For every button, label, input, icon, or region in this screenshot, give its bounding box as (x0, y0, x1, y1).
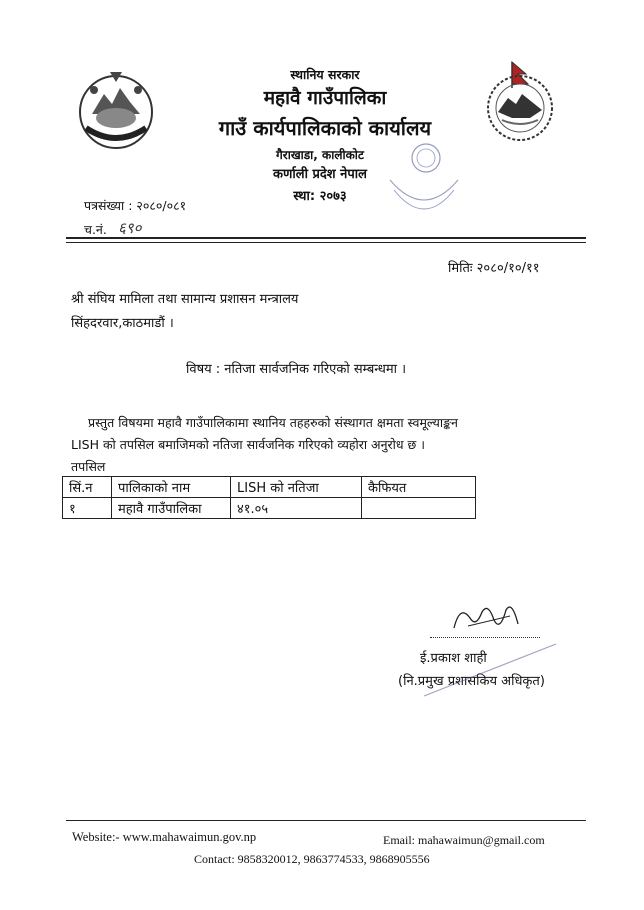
header-govt: स्थानिय सरकार (290, 67, 360, 82)
nepal-emblem-logo (72, 68, 160, 152)
signatory-name: ई.प्रकाश शाही (420, 651, 487, 666)
signature-dotted-line (430, 637, 540, 638)
body-line-1: प्रस्तुत विषयमा महावै गाउँपालिकामा स्थानिय तहहरुको संस्थागत क्षमता स्वमूल्याङ्कन (88, 415, 458, 430)
header-office: गाउँ कार्यपालिकाको कार्यालय (218, 116, 432, 140)
recipient-line-2: सिंहदरवार,काठमाडौं । (71, 316, 174, 331)
table-header-cell: LISH को नतिजा (231, 477, 362, 498)
office-stamp (384, 140, 464, 232)
table-cell: ४१.०५ (231, 498, 362, 519)
table-header-cell: पालिकाको नाम (112, 477, 231, 498)
table-header-row (63, 477, 476, 498)
subject: विषय : नतिजा सार्वजनिक गरिएको सम्बन्धमा । (186, 362, 407, 377)
header-province: कर्णाली प्रदेश नेपाल (273, 167, 367, 182)
letter-number: पत्रसंख्या : २०८०/०८१ (84, 198, 187, 213)
table-header-cell: कैफियत (362, 477, 476, 498)
handwritten-signature (448, 598, 528, 638)
header-divider-thin (66, 242, 586, 243)
body-line-2: LISH को तपसिल बमाजिमको नतिजा सार्वजनिक गरिएको व्यहोरा अनुरोध छ । (71, 437, 426, 452)
signatory-title: (नि.प्रमुख प्रशासकिय अधिकृत) (398, 674, 545, 689)
header-address: गैराखाडा, कालीकोट (276, 148, 364, 162)
tapsil-label: तपसिल (71, 459, 106, 474)
recipient-line-1: श्री संघिय मामिला तथा सामान्य प्रशासन मन्त्रालय (71, 292, 299, 307)
letter-date: मितिः २०८०/१०/११ (448, 261, 540, 276)
footer-divider (66, 820, 586, 821)
table-cell: १ (63, 498, 112, 519)
dispatch-number: ६९० (118, 219, 142, 237)
table-cell: महावै गाउँपालिका (112, 498, 231, 519)
table-header-cell: सिं.न (63, 477, 112, 498)
footer-website: Website:- www.mahawaimun.gov.np (72, 830, 257, 844)
header-divider (66, 237, 586, 239)
signature-stamp (420, 640, 560, 700)
result-table (62, 476, 476, 519)
table-cell (362, 498, 476, 519)
nepal-map-seal-logo (482, 60, 558, 144)
header-established: स्था: २०७३ (293, 189, 347, 204)
footer-contact: Contact: 9858320012, 9863774533, 9868905556 (194, 852, 430, 866)
table-row (63, 498, 476, 519)
header-municipality: महावै गाउँपालिका (263, 87, 387, 109)
dispatch-label: च.नं. (84, 222, 107, 237)
footer-email: Email: mahawaimun@gmail.com (383, 833, 545, 847)
